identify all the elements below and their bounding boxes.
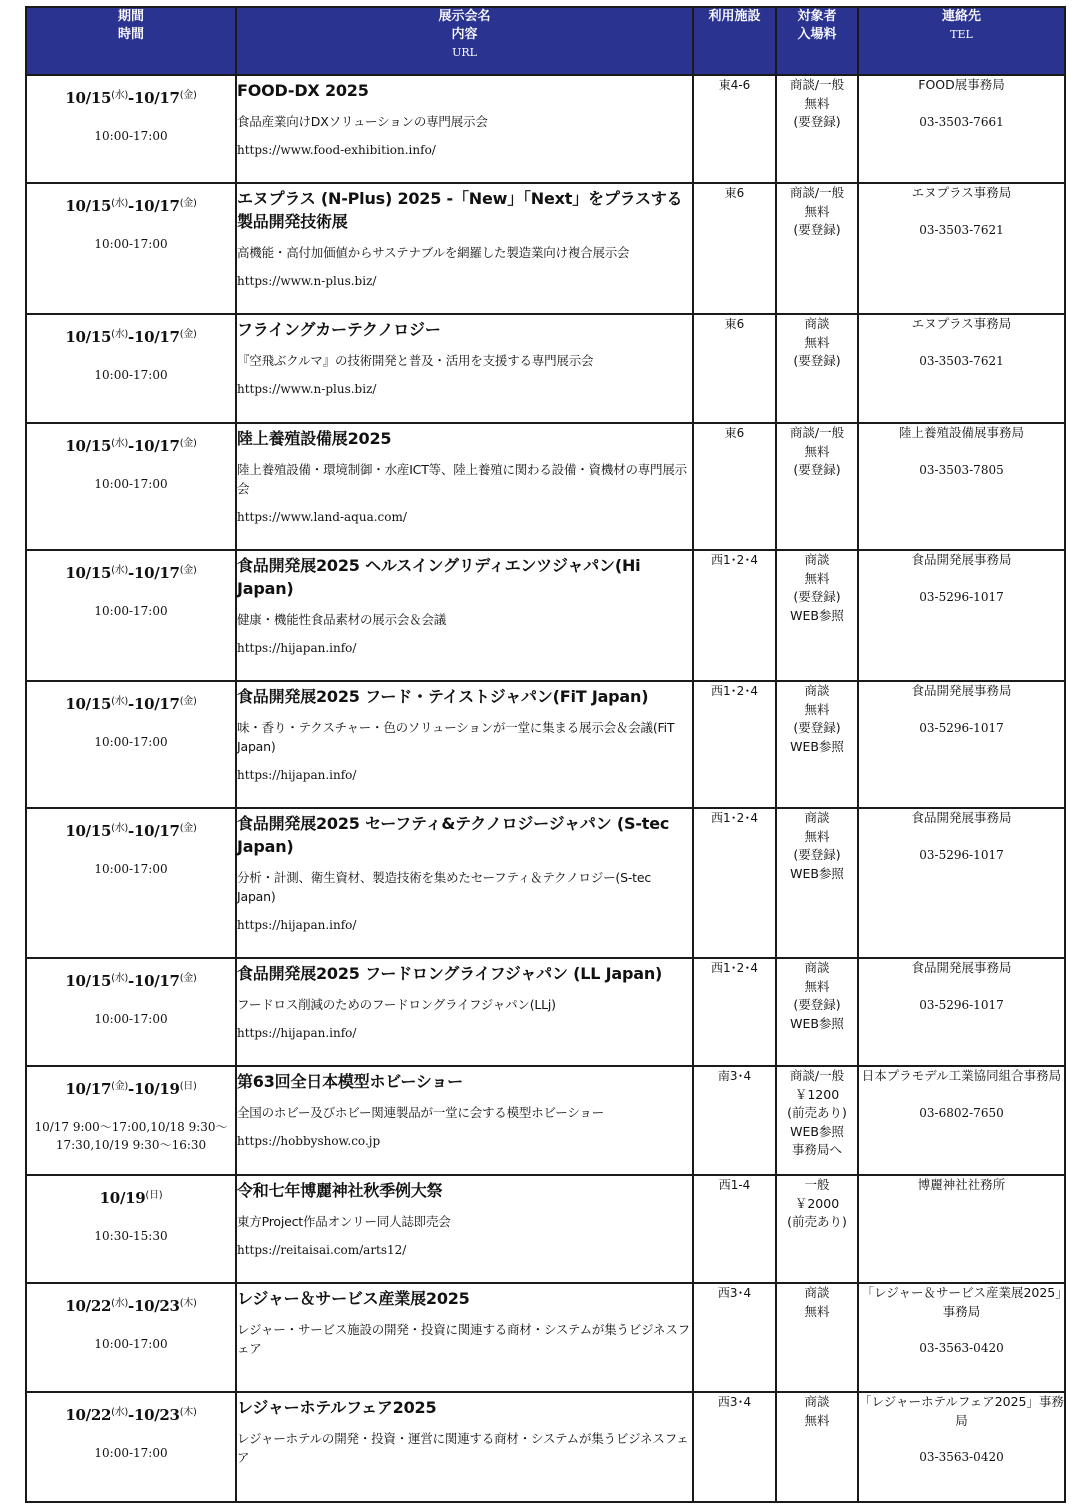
facility-name: 西3･4 xyxy=(717,1395,752,1409)
date-range xyxy=(27,325,235,346)
date-range xyxy=(27,194,235,215)
exhibition-name: フライングカーテクノロジー xyxy=(237,320,441,339)
end-weekday: (木) xyxy=(179,1407,197,1418)
start-weekday: (水) xyxy=(111,329,129,340)
target-cell xyxy=(776,681,858,808)
facility-cell xyxy=(693,808,776,958)
date-range xyxy=(27,1403,235,1424)
start-weekday: (水) xyxy=(111,1298,129,1309)
exhibition-description: 『空飛ぶクルマ』の技術開発と普及・活用を支援する専門展示会 xyxy=(237,353,594,368)
header-contact-label: 連絡先 xyxy=(941,9,981,24)
exhibition-schedule-table xyxy=(25,6,1066,1503)
date-range xyxy=(27,561,235,582)
opening-hours: 10/17 9:00～17:00,10/18 9:30～17:30,10/19 9:30～16:30 xyxy=(34,1120,228,1152)
target-line: 無料 xyxy=(804,1412,830,1428)
contact-tel: 03-3563-0420 xyxy=(919,1341,1004,1355)
exhibition-description: 食品産業向けDXソリューションの専門展示会 xyxy=(237,114,488,129)
opening-hours: 10:00-17:00 xyxy=(94,129,168,143)
end-weekday: (金) xyxy=(179,973,197,984)
contact-name: エヌプラス事務局 xyxy=(911,316,1012,331)
date-range xyxy=(27,86,235,107)
target-line: 商談/一般 xyxy=(789,1068,845,1083)
facility-name: 東6 xyxy=(724,317,745,331)
start-weekday: (金) xyxy=(111,1081,129,1092)
contact-name: 陸上養殖設備展事務局 xyxy=(898,425,1024,440)
target-line: ￥2000 xyxy=(794,1195,840,1211)
header-exhibition xyxy=(236,7,693,75)
target-line: 商談/一般 xyxy=(789,77,845,92)
table-row xyxy=(26,808,1065,958)
start-date: 10/22 xyxy=(65,1297,112,1315)
table-row xyxy=(26,183,1065,314)
end-date: -10/17 xyxy=(128,328,180,346)
table-row xyxy=(26,423,1065,550)
end-date: -10/23 xyxy=(128,1297,180,1315)
start-weekday: (水) xyxy=(111,438,129,449)
contact-cell xyxy=(858,681,1065,808)
end-weekday: (金) xyxy=(179,329,197,340)
contact-cell xyxy=(858,1175,1065,1283)
start-date: 10/17 xyxy=(65,1080,112,1098)
target-line: 無料 xyxy=(804,978,830,994)
exhibition-name: 陸上養殖設備展2025 xyxy=(237,429,392,448)
contact-tel: 03-3503-7661 xyxy=(919,114,1004,129)
exhibition-url[interactable]: https://www.land-aqua.com/ xyxy=(237,510,407,524)
start-date: 10/22 xyxy=(65,1406,112,1424)
exhibition-url[interactable]: https://www.food-exhibition.info/ xyxy=(237,143,436,157)
exhibition-url[interactable]: https://hijapan.info/ xyxy=(237,768,357,782)
target-cell xyxy=(776,808,858,958)
exhibition-url[interactable]: https://hobbyshow.co.jp xyxy=(237,1134,381,1148)
facility-name: 西1-4 xyxy=(718,1178,751,1192)
opening-hours: 10:00-17:00 xyxy=(94,477,168,491)
contact-tel: 03-3503-7621 xyxy=(919,222,1004,237)
contact-cell xyxy=(858,423,1065,550)
end-weekday: (日) xyxy=(179,1081,197,1092)
contact-name: 博麗神社社務所 xyxy=(917,1177,1006,1192)
end-date: -10/17 xyxy=(128,564,180,582)
table-row xyxy=(26,958,1065,1066)
exhibition-cell xyxy=(236,75,693,183)
target-line: 無料 xyxy=(804,1303,830,1319)
target-cell xyxy=(776,1066,858,1175)
target-line: 商談/一般 xyxy=(789,425,845,440)
target-cell xyxy=(776,1392,858,1502)
start-weekday: (水) xyxy=(111,198,129,209)
target-cell xyxy=(776,958,858,1066)
contact-name: 日本プラモデル工業協同組合事務局 xyxy=(861,1068,1062,1083)
contact-name: 「レジャー＆サービス産業展2025」事務局 xyxy=(861,1285,1062,1319)
target-line: (要登録) xyxy=(793,114,841,129)
target-line: 事務局へ xyxy=(791,1142,842,1157)
facility-cell xyxy=(693,958,776,1066)
contact-name: 食品開発展事務局 xyxy=(911,810,1012,825)
contact-cell xyxy=(858,1066,1065,1175)
target-line: (要登録) xyxy=(793,720,841,735)
facility-name: 西1･2･4 xyxy=(711,553,758,567)
exhibition-cell xyxy=(236,423,693,550)
facility-name: 西1･2･4 xyxy=(711,684,758,698)
date-range xyxy=(27,1186,235,1207)
end-weekday: (金) xyxy=(179,90,197,101)
period-cell xyxy=(26,1283,236,1392)
contact-cell xyxy=(858,75,1065,183)
target-line: (要登録) xyxy=(793,353,841,368)
opening-hours: 10:00-17:00 xyxy=(94,604,168,618)
facility-name: 西1･2･4 xyxy=(711,961,758,975)
start-date: 10/15 xyxy=(65,197,112,215)
exhibition-name: レジャー＆サービス産業展2025 xyxy=(237,1289,470,1308)
target-line: 無料 xyxy=(804,570,830,586)
target-cell xyxy=(776,1175,858,1283)
table-row xyxy=(26,550,1065,681)
contact-cell xyxy=(858,958,1065,1066)
start-date: 10/15 xyxy=(65,328,112,346)
start-date: 10/15 xyxy=(65,564,112,582)
facility-cell xyxy=(693,183,776,314)
contact-name: FOOD展事務局 xyxy=(918,77,1005,92)
facility-name: 東4-6 xyxy=(718,78,751,92)
date-range xyxy=(27,434,235,455)
header-facility-label: 利用施設 xyxy=(708,9,761,24)
contact-name: 食品開発展事務局 xyxy=(911,960,1012,975)
table-row xyxy=(26,314,1065,423)
facility-cell xyxy=(693,314,776,423)
end-date: -10/17 xyxy=(128,197,180,215)
target-cell xyxy=(776,1283,858,1392)
facility-name: 西1･2･4 xyxy=(711,811,758,825)
exhibition-description: 健康・機能性食品素材の展示会＆会議 xyxy=(237,612,447,627)
target-line: WEB参照 xyxy=(790,738,844,754)
table-row xyxy=(26,1066,1065,1175)
end-date: -10/17 xyxy=(128,695,180,713)
header-exhibition-name-label: 展示会名 xyxy=(438,9,491,24)
target-line: 無料 xyxy=(804,701,830,717)
contact-cell xyxy=(858,183,1065,314)
exhibition-description: レジャーホテルの開発・投資・運営に関連する商材・システムが集うビジネスフェア xyxy=(237,1431,689,1465)
period-cell xyxy=(26,183,236,314)
header-contact xyxy=(858,7,1065,75)
opening-hours: 10:30-15:30 xyxy=(94,1229,168,1243)
target-line: (要登録) xyxy=(793,847,841,862)
exhibition-url[interactable]: https://hijapan.info/ xyxy=(237,641,357,655)
target-cell xyxy=(776,314,858,423)
target-line: 商談 xyxy=(804,810,830,825)
period-cell xyxy=(26,1392,236,1502)
date-range xyxy=(27,1294,235,1315)
period-cell xyxy=(26,423,236,550)
target-line: (要登録) xyxy=(793,997,841,1012)
header-period xyxy=(26,7,236,75)
contact-tel: 03-3503-7621 xyxy=(919,353,1004,368)
start-weekday: (水) xyxy=(111,1407,129,1418)
date-range xyxy=(27,1077,235,1098)
header-content-label: 内容 xyxy=(451,27,478,42)
period-cell xyxy=(26,75,236,183)
exhibition-description: 分析・計測、衛生資材、製造技術を集めたセーフティ＆テクノロジー(S-tec Japan) xyxy=(237,870,652,904)
target-line: (前売あり) xyxy=(787,1105,847,1120)
exhibition-description: レジャー・サービス施設の開発・投資に関連する商材・システムが集うビジネスフェア xyxy=(237,1322,690,1356)
opening-hours: 10:00-17:00 xyxy=(94,735,168,749)
target-line: ￥1200 xyxy=(794,1086,840,1102)
date-range xyxy=(27,819,235,840)
end-weekday: (金) xyxy=(179,198,197,209)
target-line: 一般 xyxy=(804,1177,830,1192)
contact-tel: 03-5296-1017 xyxy=(919,847,1004,862)
target-line: 商談 xyxy=(804,316,830,331)
start-weekday: (水) xyxy=(111,565,129,576)
header-url-label: URL xyxy=(452,46,477,59)
header-target xyxy=(776,7,858,75)
exhibition-description: 高機能・高付加価値からサステナブルを網羅した製造業向け複合展示会 xyxy=(237,245,630,260)
end-date: -10/19 xyxy=(128,1080,180,1098)
exhibition-url[interactable]: https://reitaisai.com/arts12/ xyxy=(237,1243,407,1257)
header-time-label: 時間 xyxy=(117,27,144,42)
period-cell xyxy=(26,1066,236,1175)
exhibition-description: 全国のホビー及びホビー関連製品が一堂に会する模型ホビーショー xyxy=(237,1105,605,1120)
target-line: 無料 xyxy=(804,203,830,219)
target-line: 無料 xyxy=(804,334,830,350)
target-line: (要登録) xyxy=(793,462,841,477)
target-line: 商談 xyxy=(804,683,830,698)
target-line: WEB参照 xyxy=(790,1123,844,1139)
target-cell xyxy=(776,183,858,314)
target-line: (要登録) xyxy=(793,222,841,237)
target-cell xyxy=(776,75,858,183)
table-row xyxy=(26,1392,1065,1502)
exhibition-name: FOOD-DX 2025 xyxy=(237,81,369,100)
contact-tel: 03-6802-7650 xyxy=(919,1105,1004,1120)
facility-cell xyxy=(693,1066,776,1175)
table-header-row xyxy=(26,7,1065,75)
header-tel-label: TEL xyxy=(950,28,973,41)
exhibition-cell xyxy=(236,681,693,808)
exhibition-description: 味・香り・テクスチャー・色のソリューションが一堂に集まる展示会＆会議(FiT Japan) xyxy=(237,720,675,754)
start-date: 10/15 xyxy=(65,89,112,107)
date-range xyxy=(27,692,235,713)
start-weekday: (水) xyxy=(111,90,129,101)
period-cell xyxy=(26,1175,236,1283)
period-cell xyxy=(26,958,236,1066)
target-line: 商談 xyxy=(804,960,830,975)
contact-name: 食品開発展事務局 xyxy=(911,552,1012,567)
exhibition-url[interactable]: https://hijapan.info/ xyxy=(237,1026,357,1040)
end-date: -10/17 xyxy=(128,972,180,990)
end-date: -10/23 xyxy=(128,1406,180,1424)
exhibition-cell xyxy=(236,958,693,1066)
contact-name: 食品開発展事務局 xyxy=(911,683,1012,698)
contact-cell xyxy=(858,1392,1065,1502)
target-line: (要登録) xyxy=(793,589,841,604)
period-cell xyxy=(26,550,236,681)
start-weekday: (日) xyxy=(145,1190,163,1201)
facility-cell xyxy=(693,1283,776,1392)
header-fee-label: 入場料 xyxy=(797,27,837,42)
end-weekday: (木) xyxy=(179,1298,197,1309)
exhibition-name: 食品開発展2025 ヘルスイングリディエンツジャパン(Hi Japan) xyxy=(237,556,641,598)
start-date: 10/15 xyxy=(65,437,112,455)
exhibition-url[interactable]: https://www.n-plus.biz/ xyxy=(237,382,377,396)
start-weekday: (水) xyxy=(111,973,129,984)
end-weekday: (金) xyxy=(179,565,197,576)
end-weekday: (金) xyxy=(179,438,197,449)
exhibition-url[interactable]: https://hijapan.info/ xyxy=(237,918,357,932)
exhibition-name: 令和七年博麗神社秋季例大祭 xyxy=(237,1181,443,1200)
exhibition-name: 食品開発展2025 フードロングライフジャパン (LL Japan) xyxy=(237,964,663,983)
exhibition-name: 第63回全日本模型ホビーショー xyxy=(237,1072,463,1091)
exhibition-cell xyxy=(236,1175,693,1283)
facility-name: 西3･4 xyxy=(717,1286,752,1300)
period-cell xyxy=(26,808,236,958)
end-date: -10/17 xyxy=(128,822,180,840)
contact-cell xyxy=(858,314,1065,423)
exhibition-name: エヌプラス (N-Plus) 2025 -「New」「Next」をプラスする製品開発技術展 xyxy=(237,189,683,231)
exhibition-cell xyxy=(236,1392,693,1502)
opening-hours: 10:00-17:00 xyxy=(94,1337,168,1351)
facility-cell xyxy=(693,681,776,808)
exhibition-cell xyxy=(236,1283,693,1392)
facility-cell xyxy=(693,423,776,550)
start-date: 10/15 xyxy=(65,972,112,990)
exhibition-cell xyxy=(236,808,693,958)
header-facility xyxy=(693,7,776,75)
header-target-label: 対象者 xyxy=(797,9,837,24)
contact-name: 「レジャーホテルフェア2025」事務局 xyxy=(859,1394,1064,1428)
date-range xyxy=(27,969,235,990)
start-date: 10/15 xyxy=(65,695,112,713)
start-date: 10/19 xyxy=(99,1189,146,1207)
exhibition-cell xyxy=(236,314,693,423)
contact-tel: 03-5296-1017 xyxy=(919,589,1004,604)
facility-cell xyxy=(693,550,776,681)
exhibition-name: レジャーホテルフェア2025 xyxy=(237,1398,437,1417)
table-row xyxy=(26,1175,1065,1283)
target-cell xyxy=(776,423,858,550)
contact-cell xyxy=(858,1283,1065,1392)
contact-tel: 03-3503-7805 xyxy=(919,462,1004,477)
opening-hours: 10:00-17:00 xyxy=(94,862,168,876)
target-line: WEB参照 xyxy=(790,607,844,623)
target-line: 商談 xyxy=(804,1285,830,1300)
opening-hours: 10:00-17:00 xyxy=(94,368,168,382)
target-cell xyxy=(776,550,858,681)
contact-cell xyxy=(858,550,1065,681)
target-line: 無料 xyxy=(804,443,830,459)
contact-tel: 03-5296-1017 xyxy=(919,997,1004,1012)
start-weekday: (水) xyxy=(111,823,129,834)
start-date: 10/15 xyxy=(65,822,112,840)
start-weekday: (水) xyxy=(111,696,129,707)
target-line: (前売あり) xyxy=(787,1214,847,1229)
contact-tel: 03-3563-0420 xyxy=(919,1450,1004,1464)
exhibition-url[interactable]: https://www.n-plus.biz/ xyxy=(237,274,377,288)
contact-tel: 03-5296-1017 xyxy=(919,720,1004,735)
table-row xyxy=(26,681,1065,808)
target-line: 商談 xyxy=(804,552,830,567)
exhibition-description: 東方Project作品オンリー同人誌即売会 xyxy=(237,1214,451,1229)
period-cell xyxy=(26,314,236,423)
target-line: 商談/一般 xyxy=(789,185,845,200)
facility-name: 東6 xyxy=(724,186,745,200)
target-line: 無料 xyxy=(804,95,830,111)
facility-cell xyxy=(693,75,776,183)
target-line: WEB参照 xyxy=(790,1015,844,1031)
opening-hours: 10:00-17:00 xyxy=(94,237,168,251)
contact-name: エヌプラス事務局 xyxy=(911,185,1012,200)
header-period-label: 期間 xyxy=(117,9,144,24)
table-row xyxy=(26,1283,1065,1392)
period-cell xyxy=(26,681,236,808)
facility-cell xyxy=(693,1175,776,1283)
facility-name: 東6 xyxy=(724,426,745,440)
exhibition-description: フードロス削減のためのフードロングライフジャパン(LLj) xyxy=(237,997,556,1012)
exhibition-cell xyxy=(236,183,693,314)
exhibition-name: 食品開発展2025 フード・テイストジャパン(FiT Japan) xyxy=(237,687,649,706)
end-date: -10/17 xyxy=(128,437,180,455)
exhibition-name: 食品開発展2025 セーフティ&テクノロジージャパン (S-tec Japan) xyxy=(237,814,670,856)
opening-hours: 10:00-17:00 xyxy=(94,1446,168,1460)
opening-hours: 10:00-17:00 xyxy=(94,1012,168,1026)
exhibition-cell xyxy=(236,550,693,681)
target-line: 無料 xyxy=(804,828,830,844)
exhibition-cell xyxy=(236,1066,693,1175)
contact-cell xyxy=(858,808,1065,958)
table-row xyxy=(26,75,1065,183)
end-weekday: (金) xyxy=(179,823,197,834)
target-line: WEB参照 xyxy=(790,865,844,881)
end-date: -10/17 xyxy=(128,89,180,107)
facility-name: 南3･4 xyxy=(717,1069,752,1083)
exhibition-description: 陸上養殖設備・環境制御・水産ICT等、陸上養殖に関わる設備・資機材の専門展示会 xyxy=(237,462,687,496)
facility-cell xyxy=(693,1392,776,1502)
end-weekday: (金) xyxy=(179,696,197,707)
target-line: 商談 xyxy=(804,1394,830,1409)
